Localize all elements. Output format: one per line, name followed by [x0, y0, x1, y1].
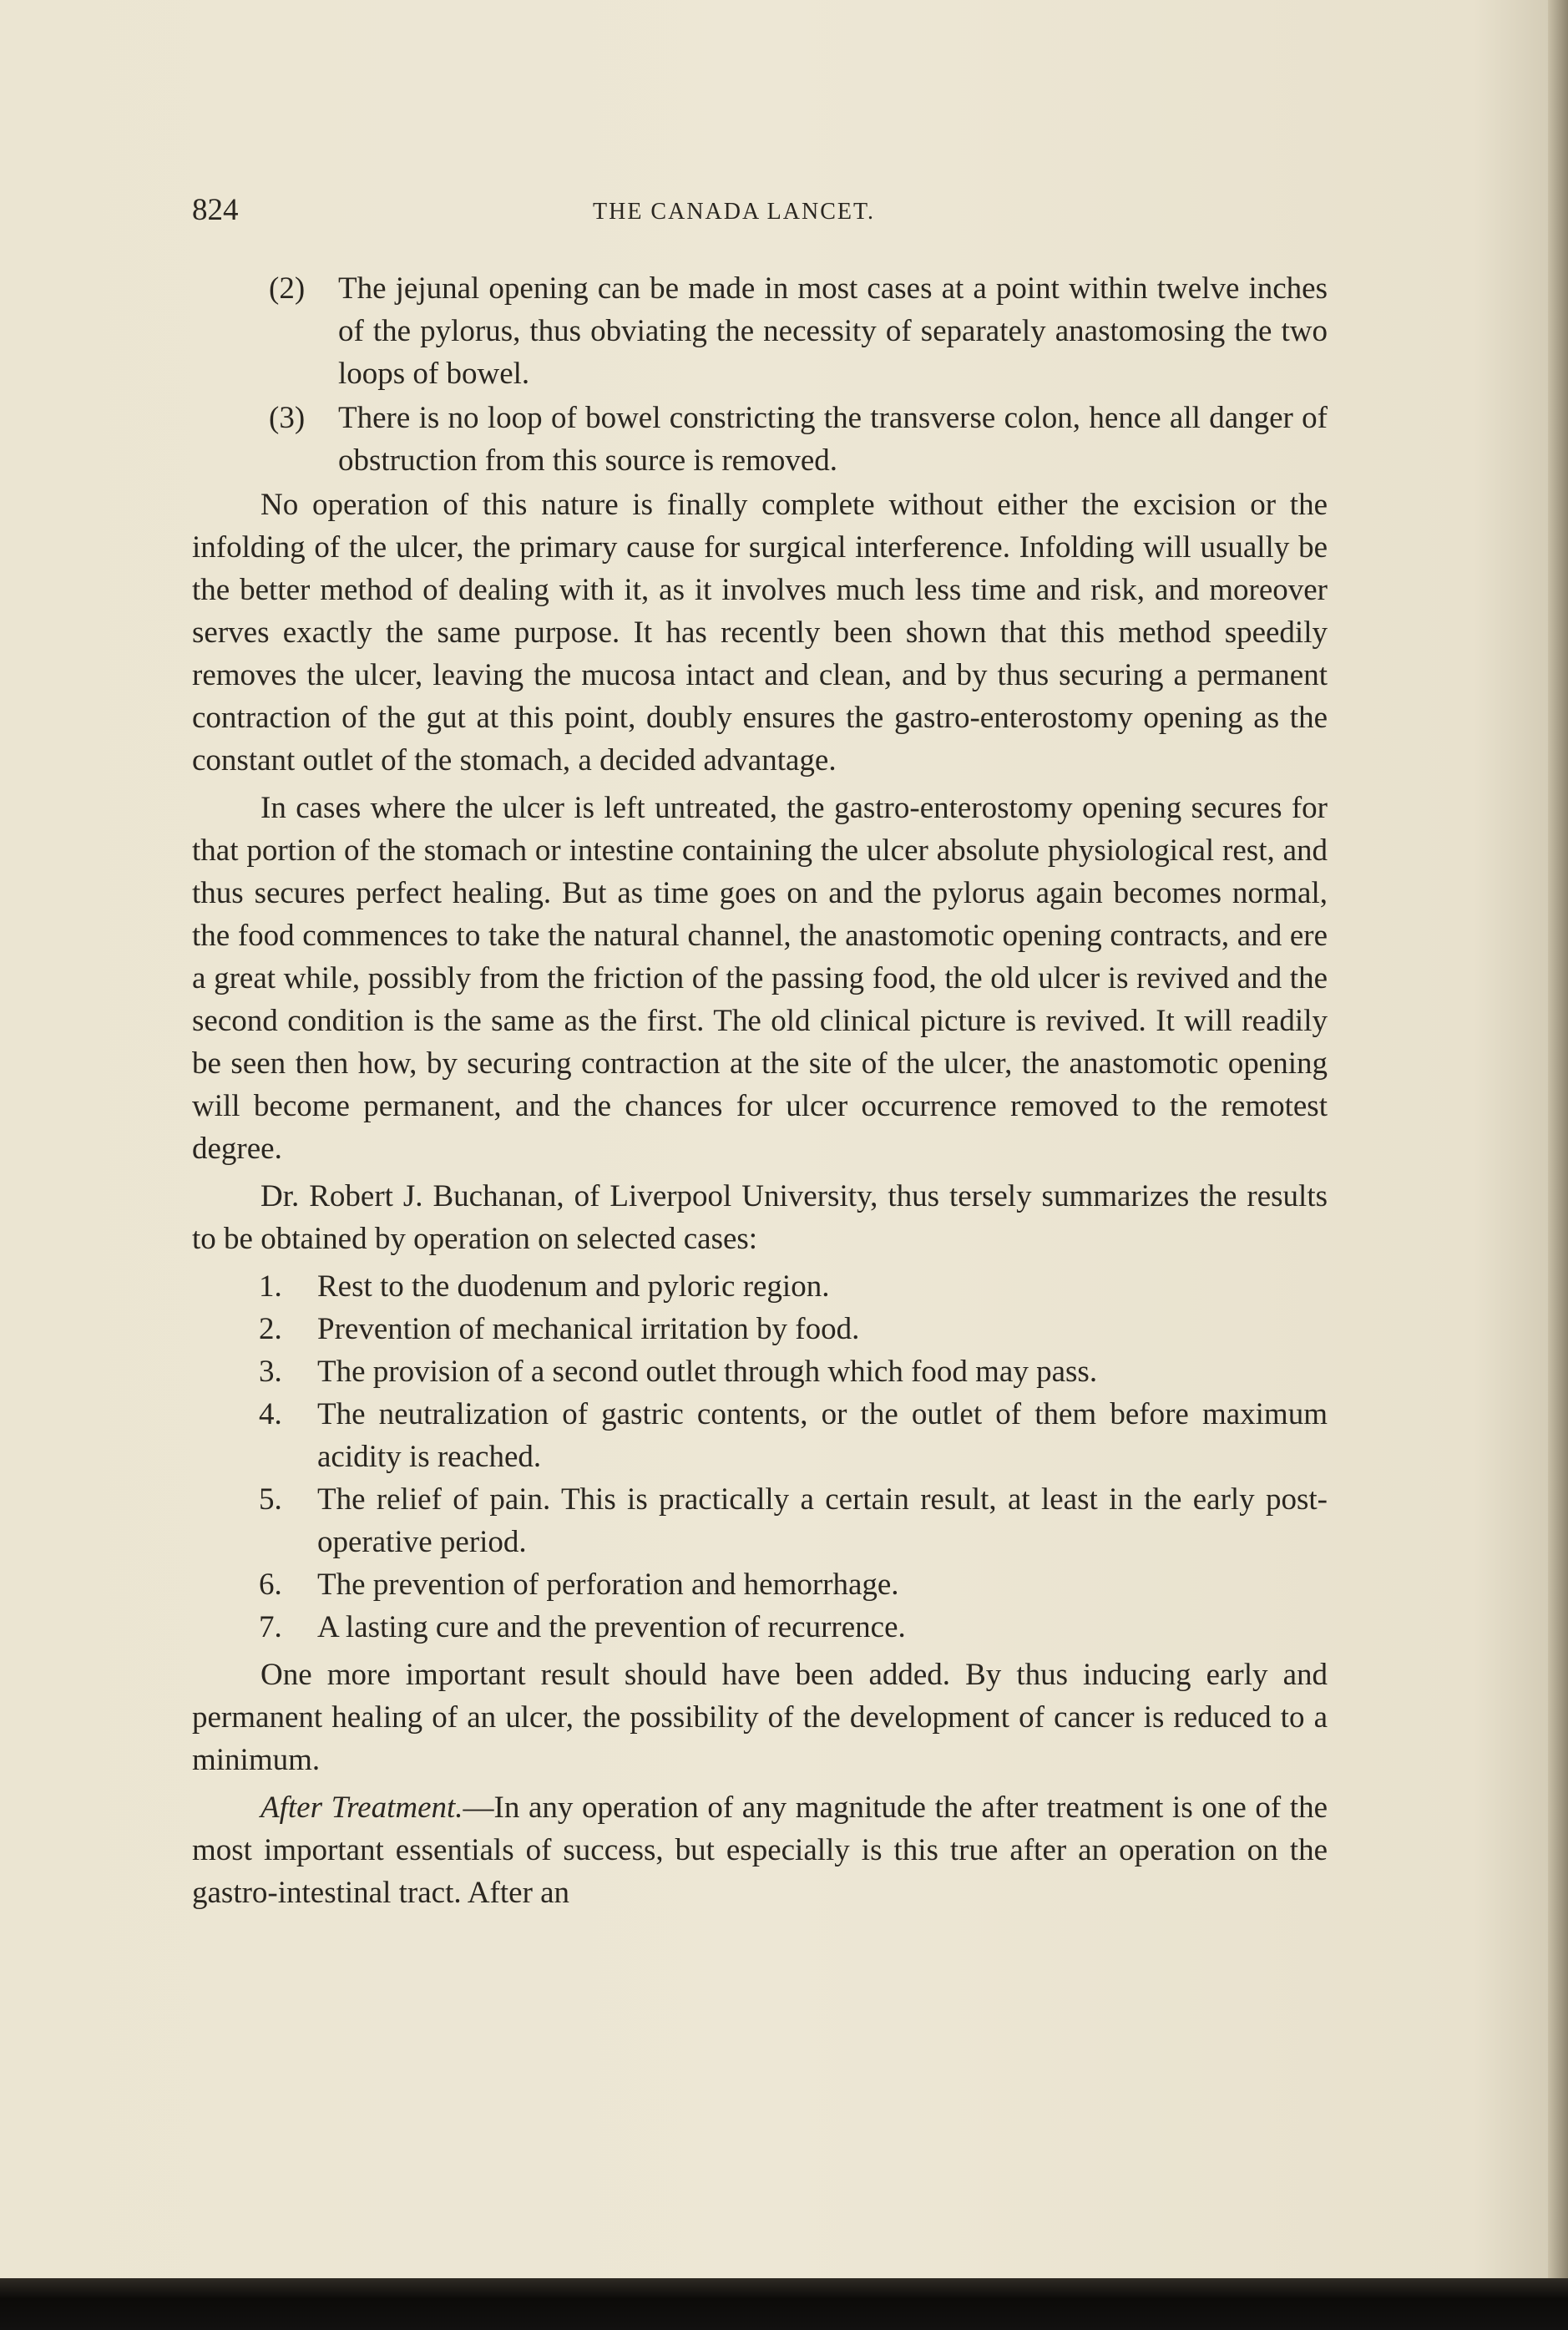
list-item-number: 5.	[259, 1482, 282, 1517]
list-item	[192, 1393, 1328, 1478]
running-header	[192, 192, 1328, 234]
intro-point-text: The jejunal opening can be made in most cases at a point within twelve inches of the pylorus, thus obviating the necessity of separately anastomosing the two loops of bowel.	[338, 271, 1328, 391]
paragraph-after-treatment-text: —In any operation of any magnitude the after treatment is one of the most important essentials of success, but especially is this true after an operation on the gastro-intestinal tract. After an	[192, 1791, 1328, 1910]
list-item	[192, 1350, 1328, 1393]
list-item	[192, 1478, 1328, 1563]
intro-point-text: There is no loop of bowel constricting the transverse colon, hence all danger of obstruction from this source is removed.	[338, 401, 1328, 478]
list-item-number: 4.	[259, 1397, 282, 1431]
paragraph-buchanan: Dr. Robert J. Buchanan, of Liverpool University, thus tersely summarizes the results to be obtained by operation on selected cases:	[192, 1179, 1328, 1256]
results-list	[192, 1265, 1328, 1649]
list-item	[192, 1563, 1328, 1606]
list-item-number: 2.	[259, 1312, 282, 1346]
intro-point-number: (3)	[269, 401, 306, 435]
intro-point	[192, 267, 1328, 395]
list-item-number: 7.	[259, 1610, 282, 1644]
list-item-text: Rest to the duodenum and pyloric region.	[317, 1269, 830, 1304]
intro-point-number: (2)	[269, 271, 306, 306]
page-bottom-edge-shadow	[0, 2278, 1568, 2330]
list-item	[192, 1265, 1328, 1308]
list-item-text: The provision of a second outlet through which food may pass.	[317, 1355, 1098, 1389]
list-item-number: 3.	[259, 1355, 282, 1389]
list-item	[192, 1606, 1328, 1649]
intro-point	[192, 397, 1328, 482]
paragraph-infolding: No operation of this nature is finally complete without either the excision or the infolding of the ulcer, the primary cause for surgical interference. Infolding will usually be the better method of dealing with it, as it involves much less time and risk, and moreover serves exactly the same purpose. It has recently been shown that this method speedily removes the ulcer, leaving the mucosa intact and clean, and by thus securing a permanent contraction of the gut at this point, doubly ensures the gastro-enterostomy opening as the constant outlet of the stomach, a decided advantage.	[192, 488, 1328, 778]
paragraph-untreated-ulcer: In cases where the ulcer is left untreated, the gastro-enterostomy opening secures for that portion of the stomach or intestine containing the ulcer absolute physiological rest, and thus secures perfect healing. But as time goes on and the pylorus again becomes normal, the food commences to take the natural channel, the anastomotic opening contracts, and ere a great while, possibly from the friction of the passing food, the old ulcer is revived and the second condition is the same as the first. The old clinical picture is revived. It will readily be seen then how, by securing contraction at the site of the ulcer, the anastomotic opening will become permanent, and the chances for ulcer occurrence removed to the remotest degree.	[192, 791, 1328, 1166]
list-item	[192, 1308, 1328, 1350]
page-right-edge-shadow	[1548, 0, 1568, 2330]
paragraph-cancer-prevention: One more important result should have been added. By thus inducing early and permanent healing of an ulcer, the possibility of the development of cancer is reduced to a minimum.	[192, 1658, 1328, 1777]
list-item-text: The neutralization of gastric contents, or the outlet of them before maximum acidity is reached.	[317, 1397, 1328, 1474]
list-item-text: Prevention of mechanical irritation by food.	[317, 1312, 860, 1346]
section-heading-after-treatment: After Treatment.	[260, 1791, 463, 1825]
page-number: 824	[192, 193, 239, 227]
paragraph-after-treatment	[192, 1786, 1328, 1914]
list-item-text: A lasting cure and the prevention of recurrence.	[317, 1610, 906, 1644]
running-title: THE CANADA LANCET.	[593, 199, 876, 225]
list-item-number: 1.	[259, 1269, 282, 1304]
list-item-text: The prevention of perforation and hemorrhage.	[317, 1568, 899, 1602]
list-item-text: The relief of pain. This is practically a certain result, at least in the early post-operative period.	[317, 1482, 1328, 1559]
article-body	[192, 267, 1328, 1919]
list-item-number: 6.	[259, 1568, 282, 1602]
